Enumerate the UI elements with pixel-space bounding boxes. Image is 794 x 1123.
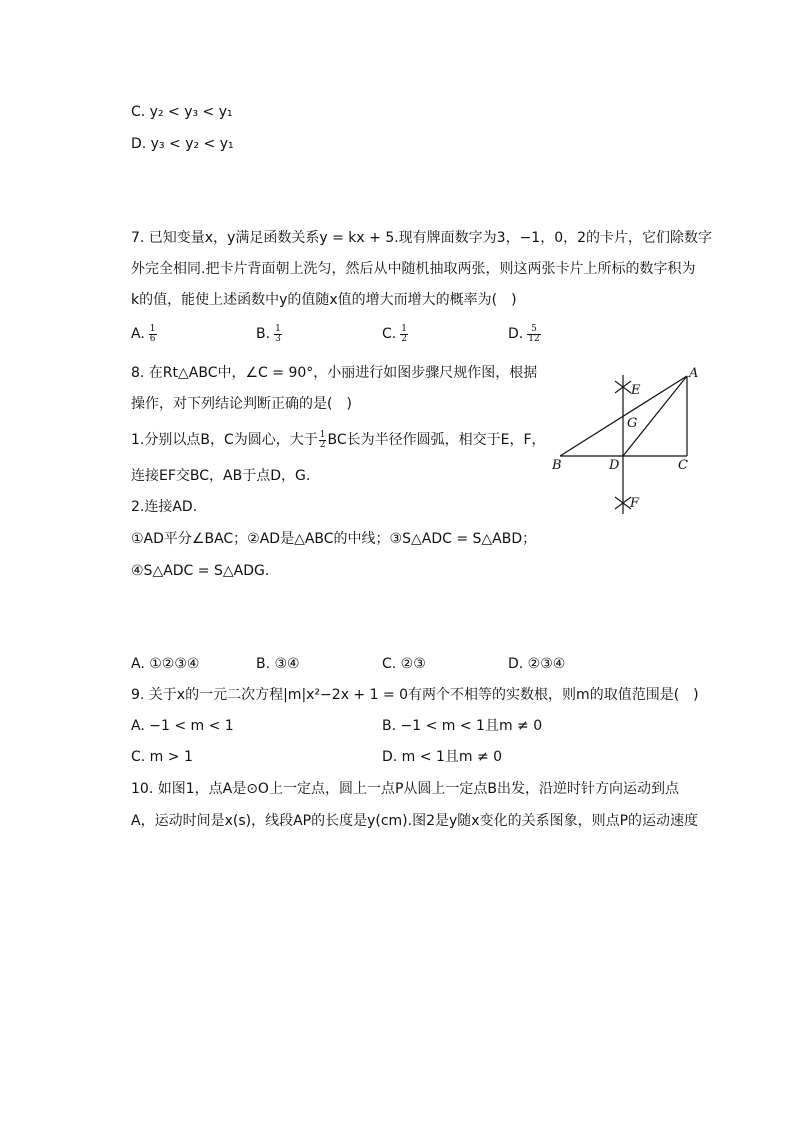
fraction xyxy=(149,325,157,344)
fraction xyxy=(400,325,408,344)
q8-stem-line2: 操作，对下列结论判断正确的是( ) xyxy=(131,396,352,412)
q7-stem-line3: k的值，能使上述函数中y的值随x值的增大而增大的概率为( ) xyxy=(131,292,517,308)
q8-stem-line1: 8. 在Rt△ABC中，∠C = 90°，小丽进行如图步骤尺规作图，根据 xyxy=(131,365,538,381)
denominator: 12 xyxy=(528,333,540,344)
step1-text-a: 1.分别以点B，C为圆心，大于 xyxy=(131,432,318,448)
q7-option-a xyxy=(131,324,157,344)
numerator: 1 xyxy=(401,323,407,334)
label-g: G xyxy=(627,416,638,431)
q8-option-a: A. ①②③④ xyxy=(131,656,200,672)
label-d: D xyxy=(609,458,620,473)
step1-text-b: BC长为半径作圆弧，相交于E，F， xyxy=(327,432,546,448)
denominator: 2 xyxy=(319,439,326,450)
q9-option-b: B. −1 < m < 1且m ≠ 0 xyxy=(382,718,543,734)
q8-conclusions-line2: ④S△ADC = S△ADG. xyxy=(131,563,270,579)
fraction xyxy=(274,325,282,344)
denominator: 6 xyxy=(149,333,156,344)
q7-option-d xyxy=(508,324,541,344)
option-label: C. xyxy=(382,326,397,342)
q8-option-d: D. ②③④ xyxy=(508,656,566,672)
fraction xyxy=(527,325,540,344)
q7-stem-line2: 外完全相同.把卡片背面朝上洗匀，然后从中随机抽取两张，则这两张卡片上所标的数字积为 xyxy=(131,261,696,277)
q7-option-b xyxy=(256,324,282,344)
q9-option-d: D. m < 1且m ≠ 0 xyxy=(382,749,503,765)
numerator: 1 xyxy=(149,323,156,334)
q6-option-c: C. y₂ < y₃ < y₁ xyxy=(131,104,233,120)
q7-option-c xyxy=(382,324,408,344)
numerator: 1 xyxy=(319,429,326,440)
q10-stem-line2: A，运动时间是x(s)，线段AP的长度是y(cm).图2是y随x变化的关系图象，则点P的运动速度 xyxy=(131,813,699,829)
q10-stem-line1: 10. 如图1，点A是⊙O上一定点，圆上一点P从圆上一定点B出发，沿逆时针方向运动到点 xyxy=(131,781,679,797)
denominator: 2 xyxy=(401,333,407,344)
label-e: E xyxy=(631,383,641,398)
q8-conclusions-line1: ①AD平分∠BAC；②AD是△ABC的中线；③S△ADC = S△ABD； xyxy=(131,531,537,547)
q9-option-c: C. m > 1 xyxy=(131,749,193,765)
q6-option-d: D. y₃ < y₂ < y₁ xyxy=(131,136,234,152)
q8-geometry-figure xyxy=(545,360,705,520)
q7-stem-line1: 7. 已知变量x，y满足函数关系y = kx + 5.现有牌面数字为3，−1，0，2的卡片，它们除数字 xyxy=(131,230,713,246)
denominator: 3 xyxy=(275,333,281,344)
label-b: B xyxy=(552,458,562,473)
q9-stem: 9. 关于x的一元二次方程|m|x²−2x + 1 = 0有两个不相等的实数根，则m的取值范围是( ) xyxy=(131,687,699,703)
q8-step2: 2.连接AD. xyxy=(131,499,198,515)
q8-option-c: C. ②③ xyxy=(382,656,426,672)
option-label: B. xyxy=(256,326,271,342)
q8-option-b: B. ③④ xyxy=(256,656,300,672)
option-label: A. xyxy=(131,326,145,342)
option-label: D. xyxy=(508,326,524,342)
q9-option-a: A. −1 < m < 1 xyxy=(131,718,234,734)
q8-step1-line1 xyxy=(131,430,546,450)
label-f: F xyxy=(630,496,640,511)
numerator: 5 xyxy=(527,325,540,335)
q8-step1-line2: 连接EF交BC，AB于点D，G. xyxy=(131,468,311,484)
label-c: C xyxy=(678,458,688,473)
fraction-half xyxy=(319,431,327,450)
numerator: 1 xyxy=(275,323,281,334)
label-a: A xyxy=(689,366,699,381)
